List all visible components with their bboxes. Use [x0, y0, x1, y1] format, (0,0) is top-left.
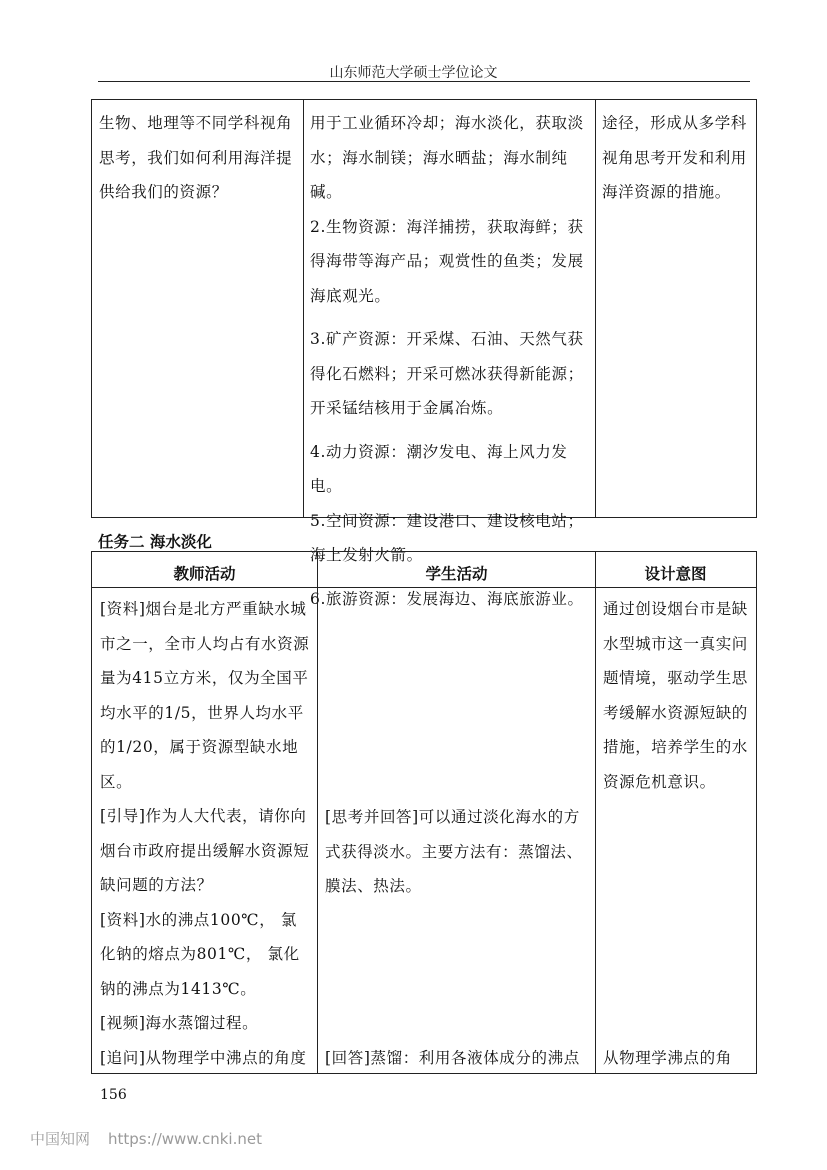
- student-activity-cell: [325, 800, 590, 904]
- watermark: [30, 1128, 262, 1149]
- resource-text-2: 2.生物资源：海洋捕捞，获取海鲜；获得海带等海产品；观赏性的鱼类；发展海底观光。: [310, 217, 584, 305]
- table-continued-divider-2: [595, 99, 596, 517]
- column-header-teacher: 教师活动: [173, 565, 236, 583]
- table-continued-divider-1: [303, 99, 304, 517]
- table-continued-col3-text: 途径，形成从多学科视角思考开发和利用海洋资源的措施。: [602, 114, 747, 201]
- teacher-followup: [追问]从物理学中沸点的角度: [100, 1048, 307, 1067]
- student-answer-2: [回答]蒸馏：利用各液体成分的沸点: [325, 1049, 580, 1067]
- teacher-material-2: [资料]水的沸点100℃， 氯化钠的熔点为801℃， 氯化钠的沸点为1413℃。: [100, 910, 300, 998]
- design-intent-cell-2: [603, 1041, 751, 1076]
- table-continued-col1-text: 生物、地理等不同学科视角思考，我们如何利用海洋提供给我们的资源？: [99, 114, 293, 201]
- header-rule: [98, 81, 750, 82]
- design-intent-cell: [603, 592, 751, 799]
- activity-table-header-rule: [91, 587, 757, 588]
- student-activity-cell-2: [325, 1041, 590, 1076]
- resource-text-5: 5.空间资源：建设港口、建设核电站；海上发射火箭。: [310, 511, 584, 564]
- table-continued-col3: [602, 106, 750, 210]
- resource-text-3: 3.矿产资源：开采煤、石油、天然气获得化石燃料；开采可燃冰获得新能源；开采锰结核用于金属冶炼。: [310, 330, 584, 417]
- teacher-activity-cell: [100, 592, 312, 1075]
- teacher-video: [视频]海水蒸馏过程。: [100, 1014, 259, 1032]
- page-header-title: 山东师范大学硕士学位论文: [329, 65, 498, 81]
- resource-text-1: 用于工业循环冷却；海水淡化，获取淡水；海水制镁；海水晒盐；海水制纯碱。: [310, 114, 584, 201]
- student-answer-1: [思考并回答]可以通过淡化海水的方式获得淡水。主要方法有：蒸馏法、膜法、热法。: [325, 808, 583, 895]
- watermark-brand: 中国知网: [30, 1130, 91, 1148]
- table-continued-col1: [99, 106, 299, 210]
- table-continued-col2: [310, 106, 591, 616]
- watermark-url: https://www.cnki.net: [108, 1130, 262, 1148]
- design-intent-2: 从物理学沸点的角: [603, 1049, 732, 1067]
- teacher-material-1: [资料]烟台是北方严重缺水城市之一，全市人均占有水资源量为415立方米，仅为全国平均水平的1/5，世界人均水平的1/20，属于资源型缺水地区。: [100, 600, 310, 791]
- design-intent-1: 通过创设烟台市是缺水型城市这一真实问题情境，驱动学生思考缓解水资源短缺的措施，培养学生的水资源危机意识。: [603, 600, 748, 791]
- teacher-guide: [引导]作为人大代表，请你向烟台市政府提出缓解水资源短缺问题的方法？: [100, 807, 310, 894]
- resource-text-6: 6.旅游资源：发展海边、海底旅游业。: [310, 589, 584, 608]
- page-number: 156: [100, 1087, 127, 1103]
- activity-table-divider-1: [317, 551, 318, 1073]
- section-title: 任务二 海水淡化: [98, 533, 212, 551]
- activity-table-divider-2: [595, 551, 596, 1073]
- column-header-student: 学生活动: [425, 565, 488, 583]
- column-header-intent: 设计意图: [644, 565, 707, 583]
- resource-text-4: 4.动力资源：潮汐发电、海上风力发电。: [310, 442, 568, 495]
